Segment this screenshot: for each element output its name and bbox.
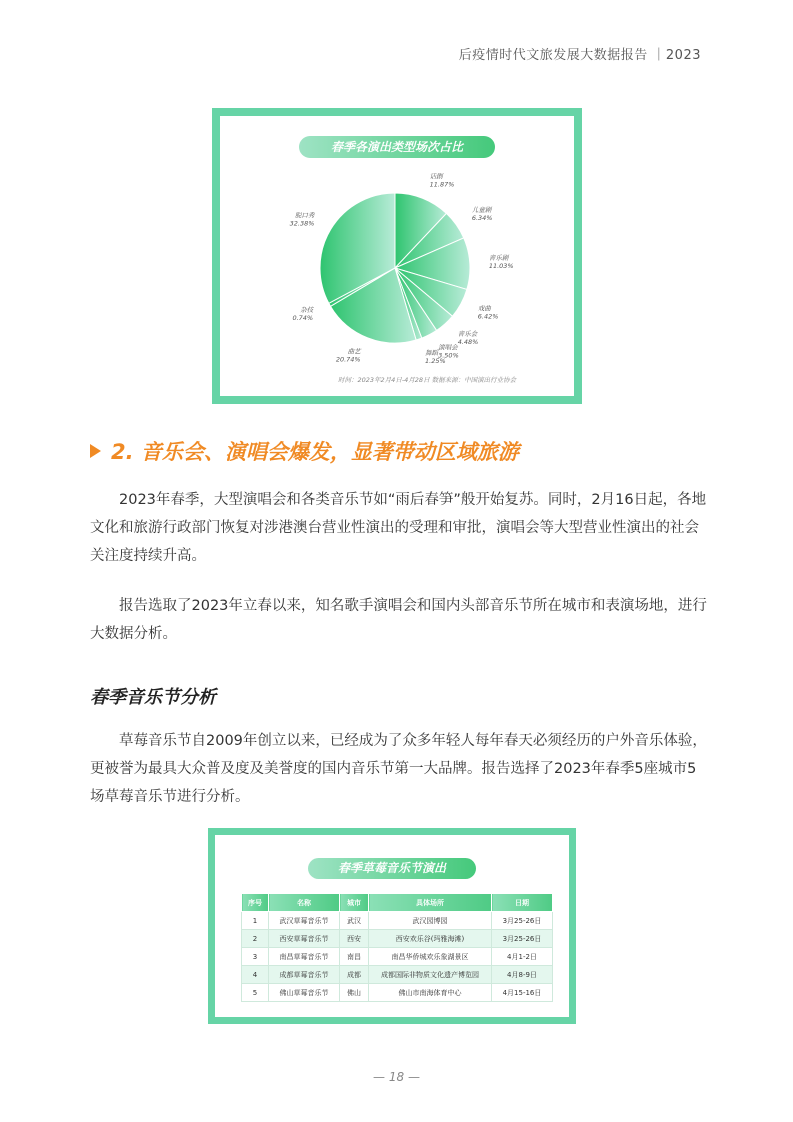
pie-slice-percent: 11.03% <box>488 262 514 271</box>
pie-slice-percent: 0.74% <box>292 314 314 323</box>
pie-slice-percent: 20.74% <box>335 355 361 364</box>
festival-table-card <box>215 835 569 1017</box>
table-cell: 南昌 <box>340 948 369 966</box>
column-header: 序号 <box>242 894 269 912</box>
pie-slice-name: 音乐剧 <box>488 254 509 263</box>
pie-chart-title: 春季各演出类型场次占比 <box>299 136 495 158</box>
pie-slice-name: 杂技 <box>300 306 314 315</box>
table-cell: 5 <box>242 984 269 1002</box>
pie-slice-percent: 32.38% <box>289 219 315 228</box>
pie-chart-panel <box>212 108 582 404</box>
table-cell: 3月25-26日 <box>492 930 553 948</box>
pie-chart <box>220 116 574 396</box>
pie-slice-name: 脱口秀 <box>294 211 315 220</box>
column-header: 日期 <box>492 894 553 912</box>
table-cell: 成都草莓音乐节 <box>269 966 340 984</box>
table-cell: 佛山市南海体育中心 <box>369 984 492 1002</box>
table-cell: 佛山草莓音乐节 <box>269 984 340 1002</box>
report-header-title: 后疫情时代文旅发展大数据报告 ｜2023 <box>458 48 701 63</box>
table-row <box>242 984 553 1002</box>
column-header: 名称 <box>269 894 340 912</box>
table-cell: 西安草莓音乐节 <box>269 930 340 948</box>
table-row <box>242 912 553 930</box>
section-heading <box>90 436 519 466</box>
pie-slice-percent: 3.50% <box>438 351 459 360</box>
table-cell: 成都国际非物质文化遗产博览园 <box>369 966 492 984</box>
triangle-bullet-icon <box>90 444 101 458</box>
pie-slice-percent: 6.34% <box>471 213 493 222</box>
paragraph-2: 报告选取了2023年立春以来，知名歌手演唱会和国内头部音乐节所在城市和表演场地，进行大数据分析。 <box>90 598 707 642</box>
table-row <box>242 930 553 948</box>
table-cell: 2 <box>242 930 269 948</box>
table-cell: 4月8-9日 <box>492 966 553 984</box>
pie-slice-name: 演唱会 <box>438 343 458 352</box>
column-header: 城市 <box>340 894 369 912</box>
pie-slice-percent: 6.42% <box>477 312 499 321</box>
pie-slice-percent: 1.25% <box>425 357 446 366</box>
table-cell: 3 <box>242 948 269 966</box>
table-cell: 3月25-26日 <box>492 912 553 930</box>
section-heading-text: 2. 音乐会、演唱会爆发，显著带动区域旅游 <box>111 440 519 464</box>
pie-slice-percent: 11.87% <box>429 180 455 189</box>
column-header: 具体场所 <box>369 894 492 912</box>
table-row <box>242 948 553 966</box>
table-cell: 4月1-2日 <box>492 948 553 966</box>
table-cell: 南昌华侨城欢乐象湖景区 <box>369 948 492 966</box>
table-cell: 4 <box>242 966 269 984</box>
pie-slice-name: 曲艺 <box>347 347 361 356</box>
table-cell: 西安 <box>340 930 369 948</box>
festival-table-title: 春季草莓音乐节演出 <box>308 858 476 879</box>
table-row <box>242 966 553 984</box>
table-header-row <box>242 894 553 912</box>
table-cell: 武汉 <box>340 912 369 930</box>
pie-chart-card <box>220 116 574 396</box>
paragraph-1: 2023年春季，大型演唱会和各类音乐节如“雨后春笋”般开始复苏。同时，2月16日起，各地文化和旅游行政部门恢复对涉港澳台营业性演出的受理和审批，演唱会等大型营业性演出的社会关注度持续升高。 <box>90 492 707 564</box>
pie-slice-percent: 4.48% <box>457 338 479 347</box>
pie-slice-name: 儿童剧 <box>471 205 492 214</box>
table-cell: 成都 <box>340 966 369 984</box>
festival-table <box>241 893 553 1002</box>
table-cell: 武汉园博园 <box>369 912 492 930</box>
paragraph-3: 草莓音乐节自2009年创立以来，已经成为了众多年轻人每年春天必须经历的户外音乐体验，更被誉为最具大众普及度及美誉度的国内音乐节第一大品牌。报告选择了2023年春季5座城市5场草莓音乐节进行分析。 <box>90 733 707 805</box>
pie-slice-name: 话剧 <box>429 172 443 181</box>
table-cell: 佛山 <box>340 984 369 1002</box>
table-cell: 西安欢乐谷(玛雅海滩) <box>369 930 492 948</box>
table-cell: 武汉草莓音乐节 <box>269 912 340 930</box>
festival-table-panel <box>208 828 576 1024</box>
page-number: — 18 — <box>373 1070 420 1084</box>
table-cell: 1 <box>242 912 269 930</box>
pie-slice-name: 音乐会 <box>457 330 478 339</box>
pie-chart-source: 时间：2023年2月4日-4月28日 数据来源：中国演出行业协会 <box>338 376 517 384</box>
subheading: 春季音乐节分析 <box>90 687 216 708</box>
pie-slice-name: 舞蹈 <box>425 349 439 358</box>
table-cell: 4月15-16日 <box>492 984 553 1002</box>
pie-slice-name: 戏曲 <box>477 304 491 313</box>
table-cell: 南昌草莓音乐节 <box>269 948 340 966</box>
